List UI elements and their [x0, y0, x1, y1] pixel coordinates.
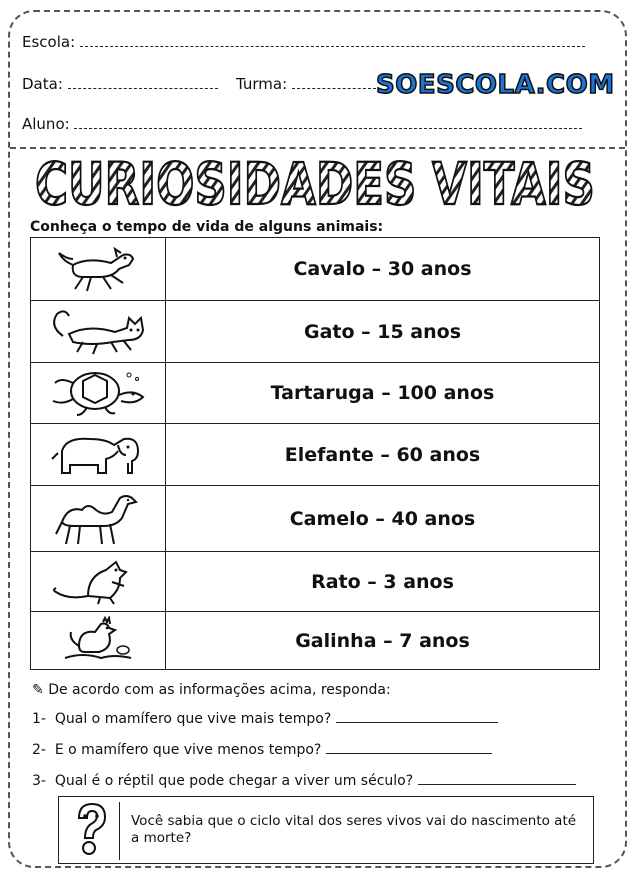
info-box: [58, 796, 594, 864]
animal-lifespan: Tartaruga – 100 anos: [166, 363, 600, 424]
horse-icon: [53, 243, 143, 295]
table-row: [31, 552, 600, 612]
title-banner: [30, 152, 600, 216]
date-field[interactable]: [68, 76, 218, 89]
animal-picture: [31, 424, 166, 486]
answer-field[interactable]: [326, 741, 492, 754]
table-row: [31, 486, 600, 552]
header-separator: [10, 147, 625, 149]
class-row: [236, 75, 376, 93]
answer-field[interactable]: [336, 710, 498, 723]
student-row: [22, 115, 582, 133]
question-text: Qual o mamífero que vive mais tempo?: [54, 711, 332, 727]
animal-picture: [31, 486, 166, 552]
brand-logo: SOESCOLA.COM: [376, 70, 615, 100]
intro-text: Conheça o tempo de vida de alguns animais:: [30, 219, 384, 235]
question-row: [32, 741, 492, 758]
animal-lifespan: Rato – 3 anos: [166, 552, 600, 612]
instructions-text: De acordo com as informações acima, responda:: [48, 682, 391, 698]
animal-lifespan: Elefante – 60 anos: [166, 424, 600, 486]
question-number: 3-: [32, 773, 46, 789]
animal-picture: [31, 238, 166, 301]
question-number: 2-: [32, 742, 46, 758]
info-text: Você sabia que o ciclo vital dos seres vivos vai do nascimento até a morte?: [131, 813, 577, 846]
animal-lifespan: Galinha – 7 anos: [166, 612, 600, 670]
school-field[interactable]: [80, 34, 585, 47]
answer-field[interactable]: [418, 772, 576, 785]
animal-lifespan: Cavalo – 30 anos: [166, 238, 600, 301]
table-row: [31, 238, 600, 301]
school-label: Escola:: [22, 33, 76, 51]
animal-picture: [31, 363, 166, 424]
question-mark-icon: [67, 800, 117, 860]
class-field[interactable]: [292, 76, 376, 89]
camel-icon: [48, 490, 148, 548]
turtle-icon: [43, 367, 153, 419]
class-label: Turma:: [236, 75, 288, 93]
question-number: 1-: [32, 711, 46, 727]
title-text: CURIOSIDADES VITAIS: [35, 152, 595, 216]
table-row: [31, 424, 600, 486]
question-text: Qual é o réptil que pode chegar a viver um século?: [54, 773, 414, 789]
question-row: [32, 772, 576, 789]
cat-icon: [43, 306, 153, 358]
elephant-icon: [48, 429, 148, 481]
rat-icon: [48, 556, 148, 608]
animal-lifespan: Camelo – 40 anos: [166, 486, 600, 552]
animals-table: [30, 237, 600, 670]
date-row: [22, 75, 218, 93]
instructions-row: [32, 682, 391, 698]
student-label: Aluno:: [22, 115, 70, 133]
table-row: [31, 363, 600, 424]
animal-picture: [31, 301, 166, 363]
school-row: [22, 33, 585, 51]
animal-lifespan: Gato – 15 anos: [166, 301, 600, 363]
table-row: [31, 301, 600, 363]
pencil-icon: ✎: [32, 682, 44, 698]
table-row: [31, 612, 600, 670]
animal-picture: [31, 552, 166, 612]
question-text: E o mamífero que vive menos tempo?: [54, 742, 322, 758]
student-field[interactable]: [74, 116, 582, 129]
animal-picture: [31, 612, 166, 670]
question-row: [32, 710, 498, 727]
hen-icon: [53, 616, 143, 666]
date-label: Data:: [22, 75, 63, 93]
